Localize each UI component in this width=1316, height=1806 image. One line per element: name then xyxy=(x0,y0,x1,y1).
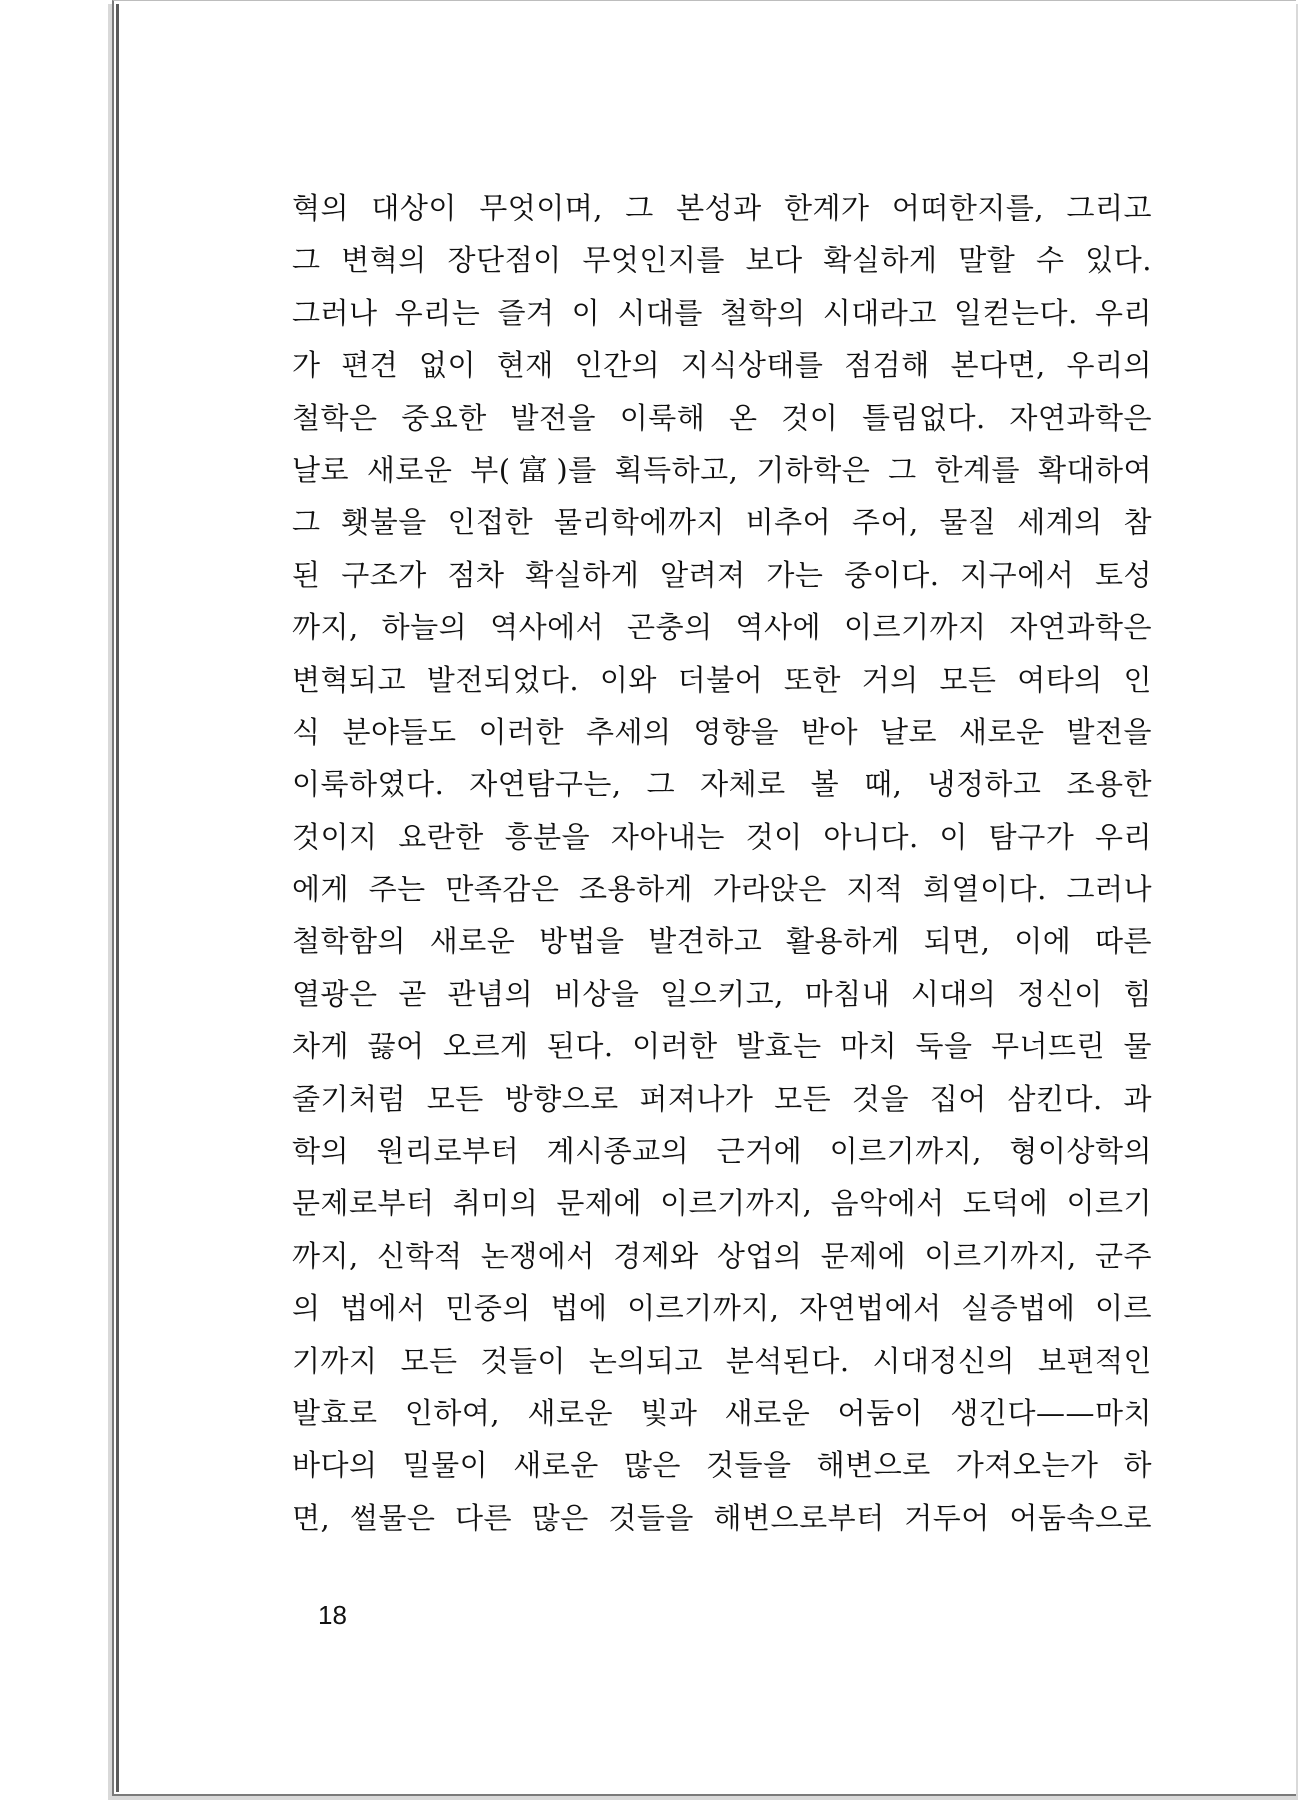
page-spine-edge xyxy=(116,4,119,1792)
body-text xyxy=(292,182,1152,1544)
text-line: 발효로 인하여, 새로운 빛과 새로운 어둠이 생긴다——마치 xyxy=(292,1395,1152,1430)
text-line: 그러나 우리는 즐겨 이 시대를 철학의 시대라고 일컫는다. 우리 xyxy=(292,295,1152,330)
text-line: 가 편견 없이 현재 인간의 지식상태를 점검해 본다면, 우리의 xyxy=(292,348,1152,383)
text-line: 된 구조가 점차 확실하게 알려져 가는 중이다. 지구에서 토성 xyxy=(292,557,1152,592)
text-line: 철학은 중요한 발전을 이룩해 온 것이 틀림없다. 자연과학은 xyxy=(292,400,1152,435)
text-line: 차게 끓어 오르게 된다. 이러한 발효는 마치 둑을 무너뜨린 물 xyxy=(292,1029,1152,1064)
text-line: 기까지 모든 것들이 논의되고 분석된다. 시대정신의 보편적인 xyxy=(292,1343,1152,1378)
text-line: 까지, 신학적 논쟁에서 경제와 상업의 문제에 이르기까지, 군주 xyxy=(292,1238,1152,1273)
text-line: 날로 새로운 부(富)를 획득하고, 기하학은 그 한계를 확대하여 xyxy=(292,452,1152,487)
text-line: 이룩하였다. 자연탐구는, 그 자체로 볼 때, 냉정하고 조용한 xyxy=(292,767,1152,802)
text-line: 의 법에서 민중의 법에 이르기까지, 자연법에서 실증법에 이르 xyxy=(292,1291,1152,1326)
text-line: 변혁되고 발전되었다. 이와 더불어 또한 거의 모든 여타의 인 xyxy=(292,662,1152,697)
text-line: 문제로부터 취미의 문제에 이르기까지, 음악에서 도덕에 이르기 xyxy=(292,1186,1152,1221)
text-line: 바다의 밀물이 새로운 많은 것들을 해변으로 가져오는가 하 xyxy=(292,1448,1152,1483)
text-line: 그 횃불을 인접한 물리학에까지 비추어 주어, 물질 세계의 참 xyxy=(292,505,1152,540)
text-line: 까지, 하늘의 역사에서 곤충의 역사에 이르기까지 자연과학은 xyxy=(292,610,1152,645)
page-number: 18 xyxy=(318,1600,347,1630)
text-line: 에게 주는 만족감은 조용하게 가라앉은 지적 희열이다. 그러나 xyxy=(292,872,1152,907)
text-line: 줄기처럼 모든 방향으로 퍼져나가 모든 것을 집어 삼킨다. 과 xyxy=(292,1081,1152,1116)
text-line: 열광은 곧 관념의 비상을 일으키고, 마침내 시대의 정신이 힘 xyxy=(292,976,1152,1011)
text-line: 학의 원리로부터 계시종교의 근거에 이르기까지, 형이상학의 xyxy=(292,1134,1152,1169)
text-line: 것이지 요란한 흥분을 자아내는 것이 아니다. 이 탐구가 우리 xyxy=(292,819,1152,854)
text-line: 그 변혁의 장단점이 무엇인지를 보다 확실하게 말할 수 있다. xyxy=(292,243,1152,278)
text-line: 혁의 대상이 무엇이며, 그 본성과 한계가 어떠한지를, 그리고 xyxy=(292,191,1152,225)
text-line: 식 분야들도 이러한 추세의 영향을 받아 날로 새로운 발전을 xyxy=(292,714,1152,749)
text-line: 면, 썰물은 다른 많은 것들을 해변으로부터 거두어 어둠속으로 xyxy=(292,1500,1152,1535)
text-line: 철학함의 새로운 방법을 발견하고 활용하게 되면, 이에 따른 xyxy=(292,924,1152,959)
